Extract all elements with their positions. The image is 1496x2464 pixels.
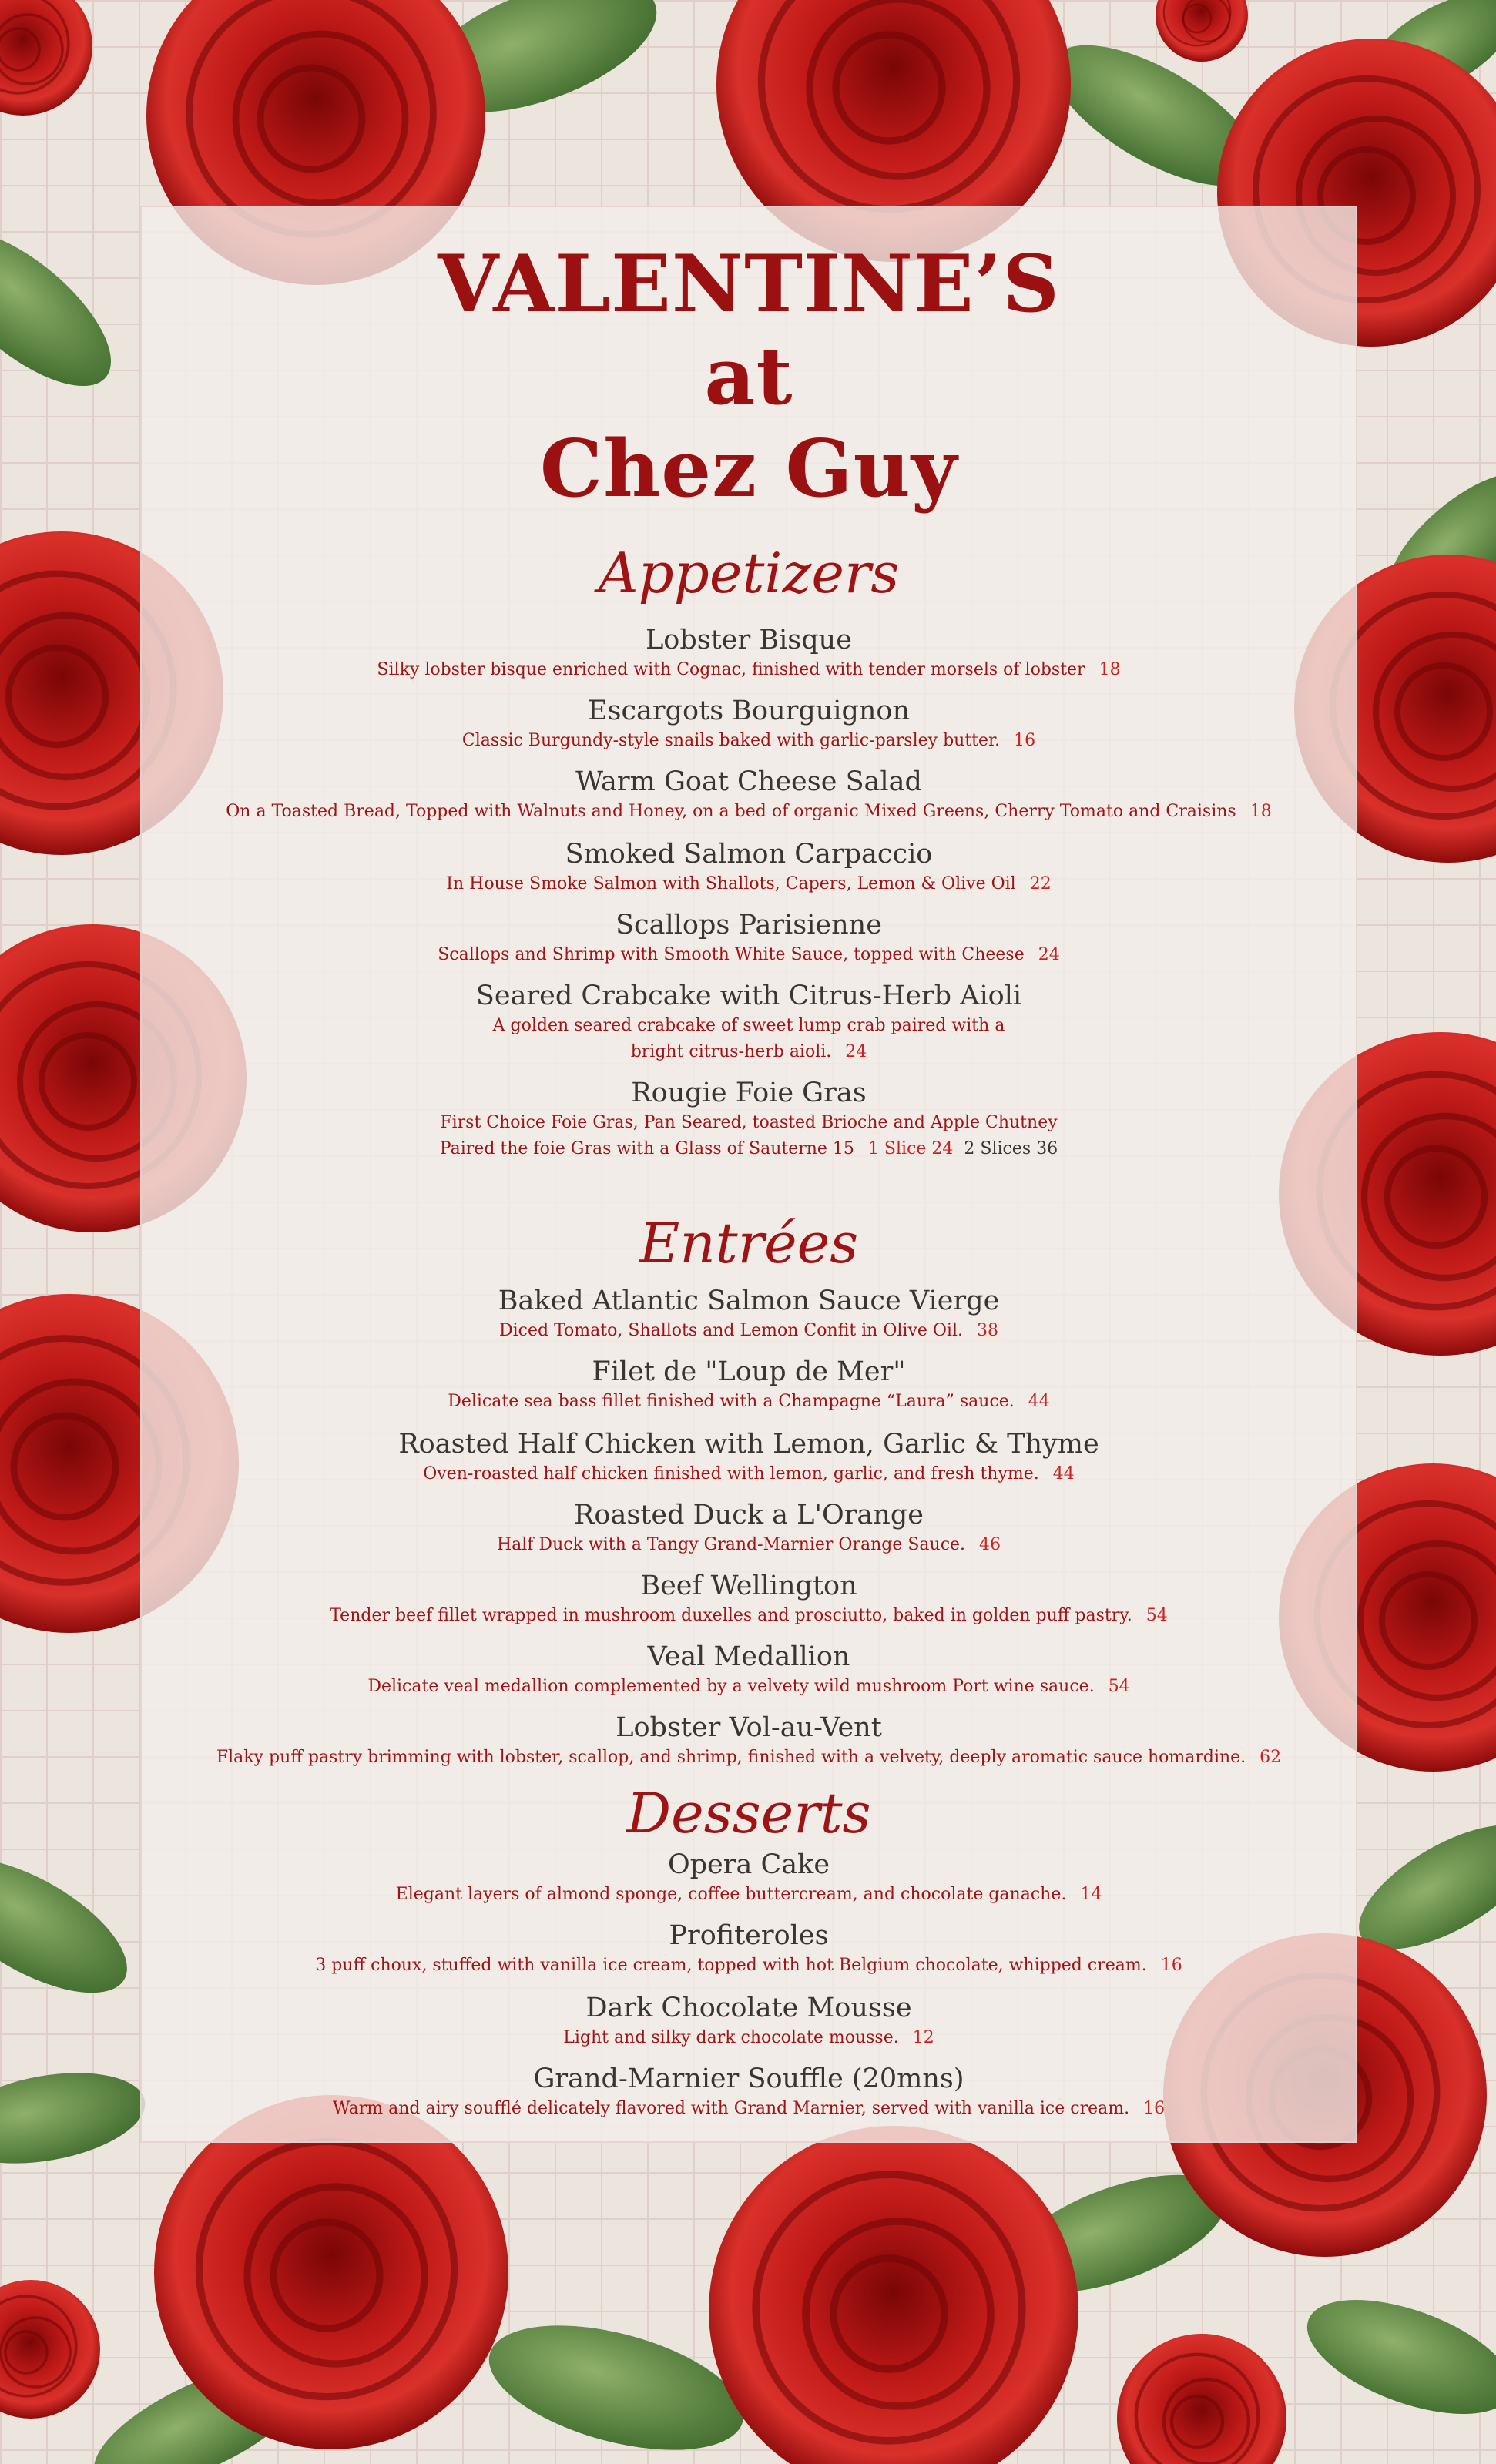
item-name: Veal Medallion <box>647 1641 850 1672</box>
item-description: Delicate veal medallion complemented by a velvety wild mushroom Port wine sauce. 54 <box>367 1677 1130 1696</box>
menu-item-scallops <box>142 908 1356 968</box>
item-price: 22 <box>1029 874 1052 893</box>
item-name: Baked Atlantic Salmon Sauce Vierge <box>498 1286 1000 1316</box>
item-description: Warm and airy soufflé delicately flavored with Grand Marnier, served with vanilla ice cream. 16 <box>332 2099 1166 2118</box>
menu-item-souffle <box>142 2062 1356 2122</box>
item-description: Oven-roasted half chicken finished with lemon, garlic, and fresh thyme. 44 <box>423 1464 1075 1483</box>
item-name: Filet de "Loup de Mer" <box>592 1356 906 1387</box>
item-description: Flaky puff pastry brimming with lobster, scallop, and shrimp, finished with a velvety, deeply aromatic sauce homardine. 62 <box>216 1748 1282 1767</box>
item-name: Escargots Bourguignon <box>587 696 911 726</box>
menu-item-opera-cake <box>142 1848 1356 1908</box>
item-name: Lobster Bisque <box>646 625 852 655</box>
menu-item-salmon <box>142 1284 1356 1344</box>
menu-item-crabcake <box>142 979 1356 1065</box>
title-line-1: VALENTINE’S <box>438 238 1060 330</box>
rose-decoration <box>154 2095 508 2449</box>
item-price: 62 <box>1260 1748 1282 1767</box>
item-description: In House Smoke Salmon with Shallots, Capers, Lemon & Olive Oil 22 <box>446 874 1052 893</box>
menu-item-chocolate-mousse <box>142 1991 1356 2051</box>
item-price: 44 <box>1052 1464 1075 1483</box>
item-price: 18 <box>1099 660 1121 679</box>
item-description: Diced Tomato, Shallots and Lemon Confit in Olive Oil. 38 <box>498 1321 998 1340</box>
slice-price-1: 1 Slice 24 <box>867 1139 954 1158</box>
menu-item-half-chicken <box>142 1427 1356 1487</box>
menu-item-loup-de-mer <box>142 1355 1356 1415</box>
item-name: Roasted Half Chicken with Lemon, Garlic & Thyme <box>398 1429 1099 1460</box>
menu-item-veal <box>142 1640 1356 1700</box>
menu-item-lobster-bisque <box>142 623 1356 683</box>
item-description: A golden seared crabcake of sweet lump crab paired with a <box>492 1016 1005 1035</box>
item-description: Silky lobster bisque enriched with Cognac, finished with tender morsels of lobster 18 <box>377 660 1121 679</box>
item-price: 24 <box>1038 945 1060 964</box>
item-description: Half Duck with a Tangy Grand-Marnier Orange Sauce. 46 <box>496 1535 1001 1554</box>
item-description-2: bright citrus-herb aioli. 24 <box>630 1042 867 1061</box>
item-name: Scallops Parisienne <box>616 910 882 940</box>
item-name: Grand-Marnier Souffle (20mns) <box>533 2063 964 2094</box>
menu-item-foie-gras <box>142 1076 1356 1162</box>
title-line-2: at <box>704 330 793 423</box>
item-name: Dark Chocolate Mousse <box>585 1993 912 2023</box>
title-line-3: Chez Guy <box>539 423 958 515</box>
menu-item-vol-au-vent <box>142 1711 1356 1771</box>
menu-title <box>142 238 1356 515</box>
item-name: Opera Cake <box>667 1849 830 1880</box>
appetizers-heading: Appetizers <box>598 541 900 605</box>
item-name: Lobster Vol-au-Vent <box>616 1712 882 1743</box>
item-name: Roasted Duck a L'Orange <box>574 1500 924 1530</box>
item-description: Delicate sea bass fillet finished with a Champagne “Laura” sauce. 44 <box>448 1392 1050 1411</box>
desserts-heading: Desserts <box>626 1781 871 1845</box>
menu-item-goat-cheese-salad <box>142 765 1356 825</box>
item-description: Elegant layers of almond sponge, coffee buttercream, and chocolate ganache. 14 <box>395 1885 1102 1904</box>
menu-panel <box>140 206 1357 2143</box>
item-description: Classic Burgundy-style snails baked with garlic-parsley butter. 16 <box>461 731 1036 750</box>
menu-item-profiteroles <box>142 1919 1356 1979</box>
menu-item-escargots <box>142 694 1356 754</box>
item-price: 54 <box>1145 1606 1168 1625</box>
item-description: Scallops and Shrimp with Smooth White Sauce, topped with Cheese 24 <box>438 945 1060 964</box>
item-name: Warm Goat Cheese Salad <box>575 766 922 797</box>
item-description: First Choice Foie Gras, Pan Seared, toasted Brioche and Apple Chutney <box>440 1113 1058 1132</box>
menu-item-beef-wellington <box>142 1569 1356 1629</box>
entrees-heading: Entrées <box>639 1211 859 1276</box>
item-price: 44 <box>1028 1392 1050 1411</box>
item-price: 14 <box>1080 1885 1102 1904</box>
item-price: 24 <box>845 1042 867 1061</box>
slice-price-2: 2 Slices 36 <box>964 1139 1058 1158</box>
item-price: 16 <box>1014 731 1036 750</box>
item-description: Tender beef fillet wrapped in mushroom duxelles and prosciutto, baked in golden puff pastry. 54 <box>330 1606 1168 1625</box>
item-price: 16 <box>1160 1956 1182 1975</box>
item-name: Beef Wellington <box>640 1571 857 1601</box>
item-name: Rougie Foie Gras <box>631 1078 867 1108</box>
item-description: On a Toasted Bread, Topped with Walnuts and Honey, on a bed of organic Mixed Greens, Cherry Tomato and Craisins 18 <box>226 802 1272 821</box>
item-price: 16 <box>1143 2099 1166 2118</box>
item-description: Light and silky dark chocolate mousse. 12 <box>563 2028 934 2047</box>
menu-item-salmon-carpaccio <box>142 837 1356 897</box>
item-price: 54 <box>1108 1677 1130 1696</box>
item-price: 18 <box>1249 802 1272 821</box>
item-name: Profiteroles <box>669 1920 829 1951</box>
item-description: 3 puff choux, stuffed with vanilla ice cream, topped with hot Belgium chocolate, whipped cream. 16 <box>315 1956 1182 1975</box>
item-name: Smoked Salmon Carpaccio <box>565 839 933 870</box>
item-price: 12 <box>912 2028 934 2047</box>
item-description-2: Paired the foie Gras with a Glass of Sauterne 15 1 Slice 24 2 Slices 36 <box>439 1139 1058 1158</box>
menu-item-duck <box>142 1498 1356 1558</box>
item-price: 46 <box>979 1535 1001 1554</box>
item-name: Seared Crabcake with Citrus-Herb Aioli <box>475 981 1022 1011</box>
item-price: 38 <box>977 1321 998 1340</box>
